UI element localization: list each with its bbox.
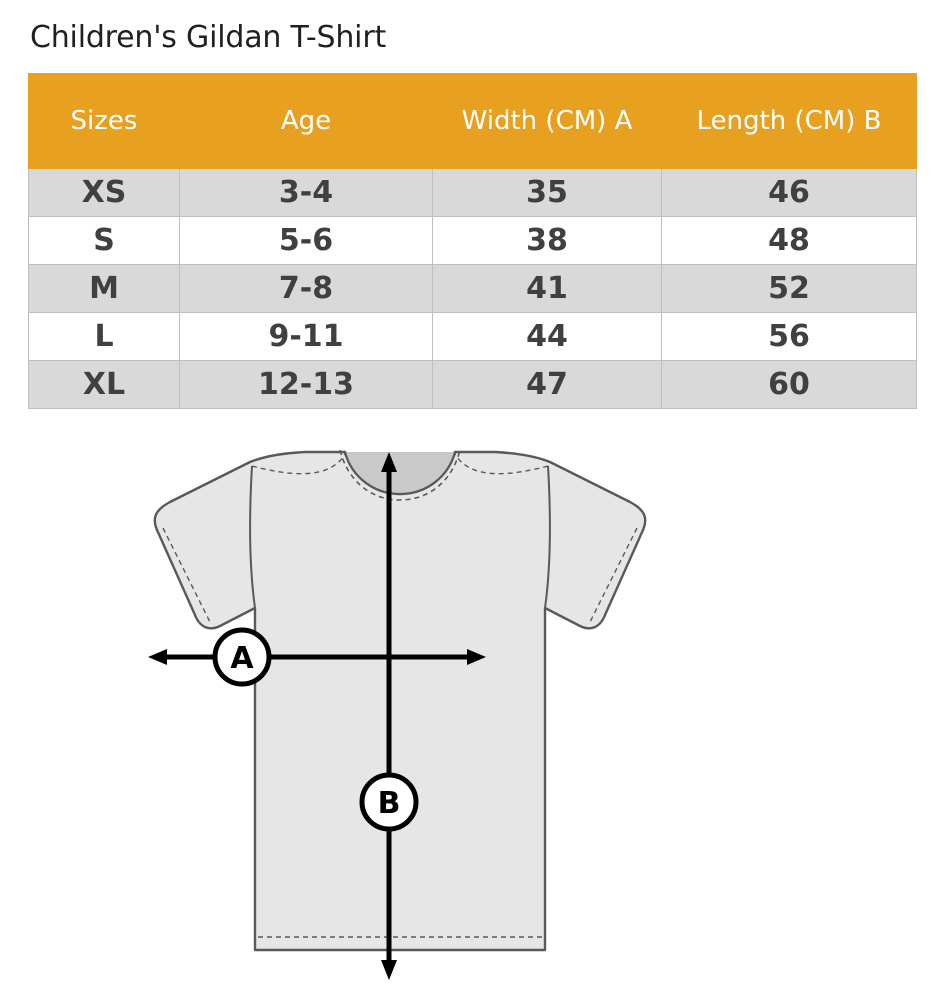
- cell-age: 7-8: [180, 265, 433, 313]
- cell-length: 60: [662, 361, 917, 409]
- cell-length: 52: [662, 265, 917, 313]
- measure-a-label: A: [230, 641, 254, 676]
- table-row: [29, 169, 917, 217]
- t-shirt-illustration: [155, 450, 645, 950]
- cell-width: 35: [433, 169, 662, 217]
- cell-length: 56: [662, 313, 917, 361]
- page-title: Children's Gildan T-Shirt: [30, 20, 387, 55]
- column-header-sizes: Sizes: [29, 74, 180, 169]
- cell-age: 5-6: [180, 217, 433, 265]
- measure-b-label: B: [377, 786, 401, 821]
- column-header-length: Length (CM) B: [662, 74, 917, 169]
- cell-width: 41: [433, 265, 662, 313]
- column-header-age: Age: [180, 74, 433, 169]
- cell-age: 9-11: [180, 313, 433, 361]
- cell-width: 47: [433, 361, 662, 409]
- table-row: [29, 361, 917, 409]
- size-chart-table: [28, 73, 917, 409]
- cell-size: XS: [29, 169, 180, 217]
- t-shirt-measurement-diagram: [0, 440, 940, 1007]
- cell-size: L: [29, 313, 180, 361]
- column-header-width: Width (CM) A: [433, 74, 662, 169]
- table-row: [29, 265, 917, 313]
- cell-length: 48: [662, 217, 917, 265]
- cell-age: 12-13: [180, 361, 433, 409]
- cell-age: 3-4: [180, 169, 433, 217]
- cell-size: M: [29, 265, 180, 313]
- table-row: [29, 313, 917, 361]
- cell-size: XL: [29, 361, 180, 409]
- cell-width: 44: [433, 313, 662, 361]
- table-header-row: [29, 74, 917, 169]
- cell-length: 46: [662, 169, 917, 217]
- table-row: [29, 217, 917, 265]
- cell-size: S: [29, 217, 180, 265]
- cell-width: 38: [433, 217, 662, 265]
